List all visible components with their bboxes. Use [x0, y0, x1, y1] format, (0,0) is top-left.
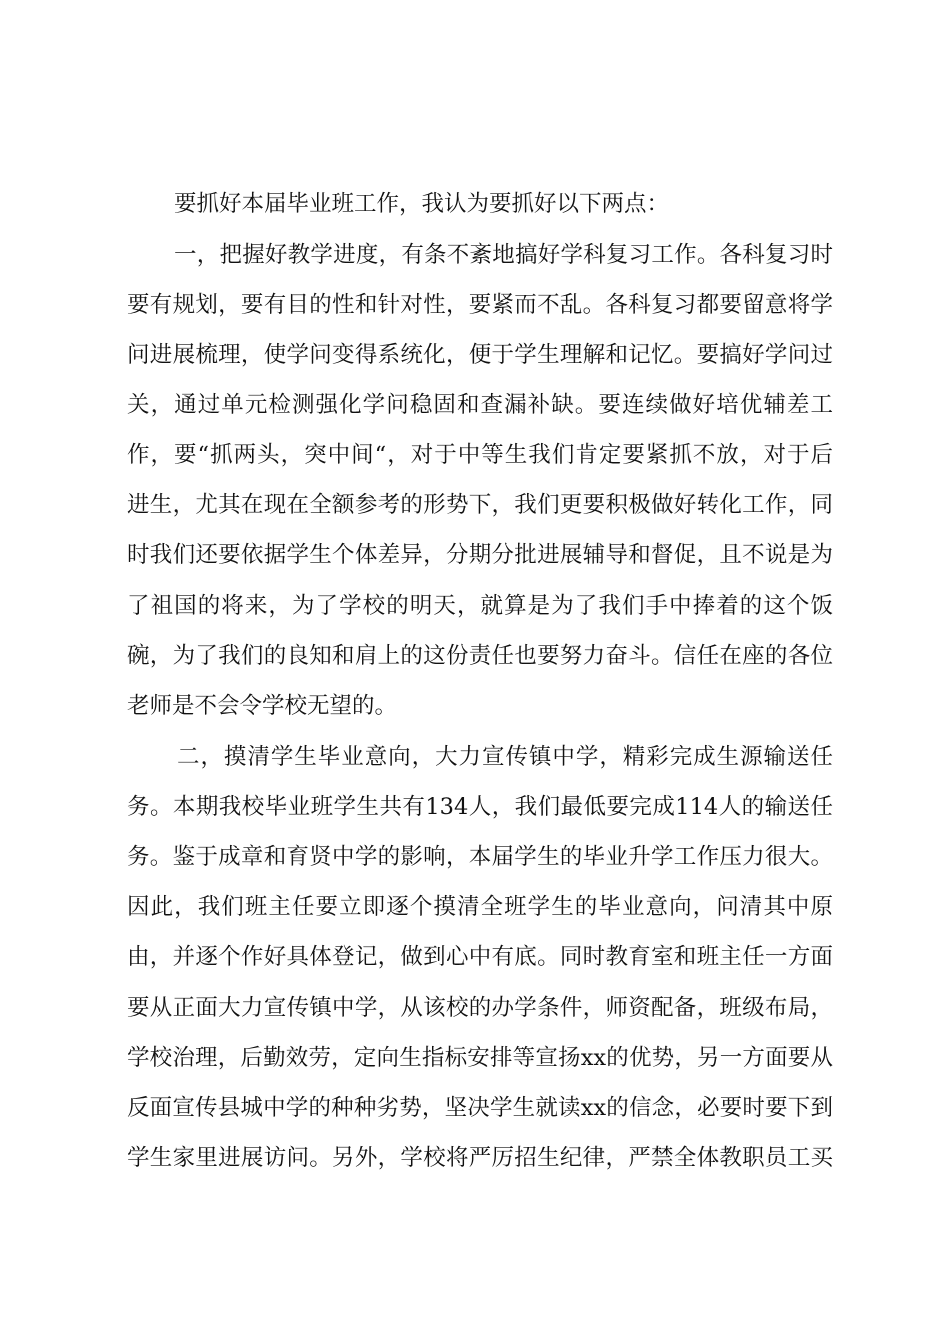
paragraph-line: 学校治理，后勤效劳，定向生指标安排等宣扬xx的优势，另一方面要从: [127, 1045, 833, 1071]
paragraph-line: 二，摸清学生毕业意向，大力宣传镇中学，精彩完成生源输送任: [177, 744, 833, 770]
paragraph-line: 关，通过单元检测强化学问稳固和查漏补缺。要连续做好培优辅差工: [127, 392, 833, 418]
paragraph-line: 碗，为了我们的良知和肩上的这份责任也要努力奋斗。信任在座的各位: [127, 643, 833, 669]
paragraph-line: 作，要“抓两头，突中间“，对于中等生我们肯定要紧抓不放，对于后: [127, 442, 833, 468]
paragraph-line: 要有规划，要有目的性和针对性，要紧而不乱。各科复习都要留意将学: [127, 292, 833, 318]
paragraph-line: 因此，我们班主任要立即逐个摸清全班学生的毕业意向，问清其中原: [127, 894, 833, 920]
paragraph-line: 老师是不会令学校无望的。: [127, 693, 398, 719]
intro-paragraph: 要抓好本届毕业班工作，我认为要抓好以下两点：: [174, 191, 670, 217]
paragraph-line: 由，并逐个作好具体登记，做到心中有底。同时教育室和班主任一方面: [127, 944, 833, 970]
paragraph-line: 进生，尤其在现在全额参考的形势下，我们更要积极做好转化工作，同: [127, 492, 833, 518]
paragraph-line: 要从正面大力宣传镇中学，从该校的办学条件，师资配备，班级布局，: [127, 995, 833, 1021]
paragraph-line: 了祖国的将来，为了学校的明天，就算是为了我们手中捧着的这个饭: [127, 593, 833, 619]
paragraph-line: 务。鉴于成章和育贤中学的影响，本届学生的毕业升学工作压力很大。: [127, 844, 833, 870]
paragraph-line: 反面宣传县城中学的种种劣势，坚决学生就读xx的信念，必要时要下到: [127, 1095, 833, 1121]
paragraph-line: 学生家里进展访问。另外，学校将严厉招生纪律，严禁全体教职员工买: [127, 1145, 833, 1171]
paragraph-line: 务。本期我校毕业班学生共有134人，我们最低要完成114人的输送任: [127, 794, 833, 820]
paragraph-line: 一，把握好教学进度，有条不紊地搞好学科复习工作。各科复习时: [174, 242, 833, 268]
paragraph-line: 问进展梳理，使学问变得系统化，便于学生理解和记忆。要搞好学问过: [127, 342, 833, 368]
paragraph-line: 时我们还要依据学生个体差异，分期分批进展辅导和督促，且不说是为: [127, 542, 833, 568]
